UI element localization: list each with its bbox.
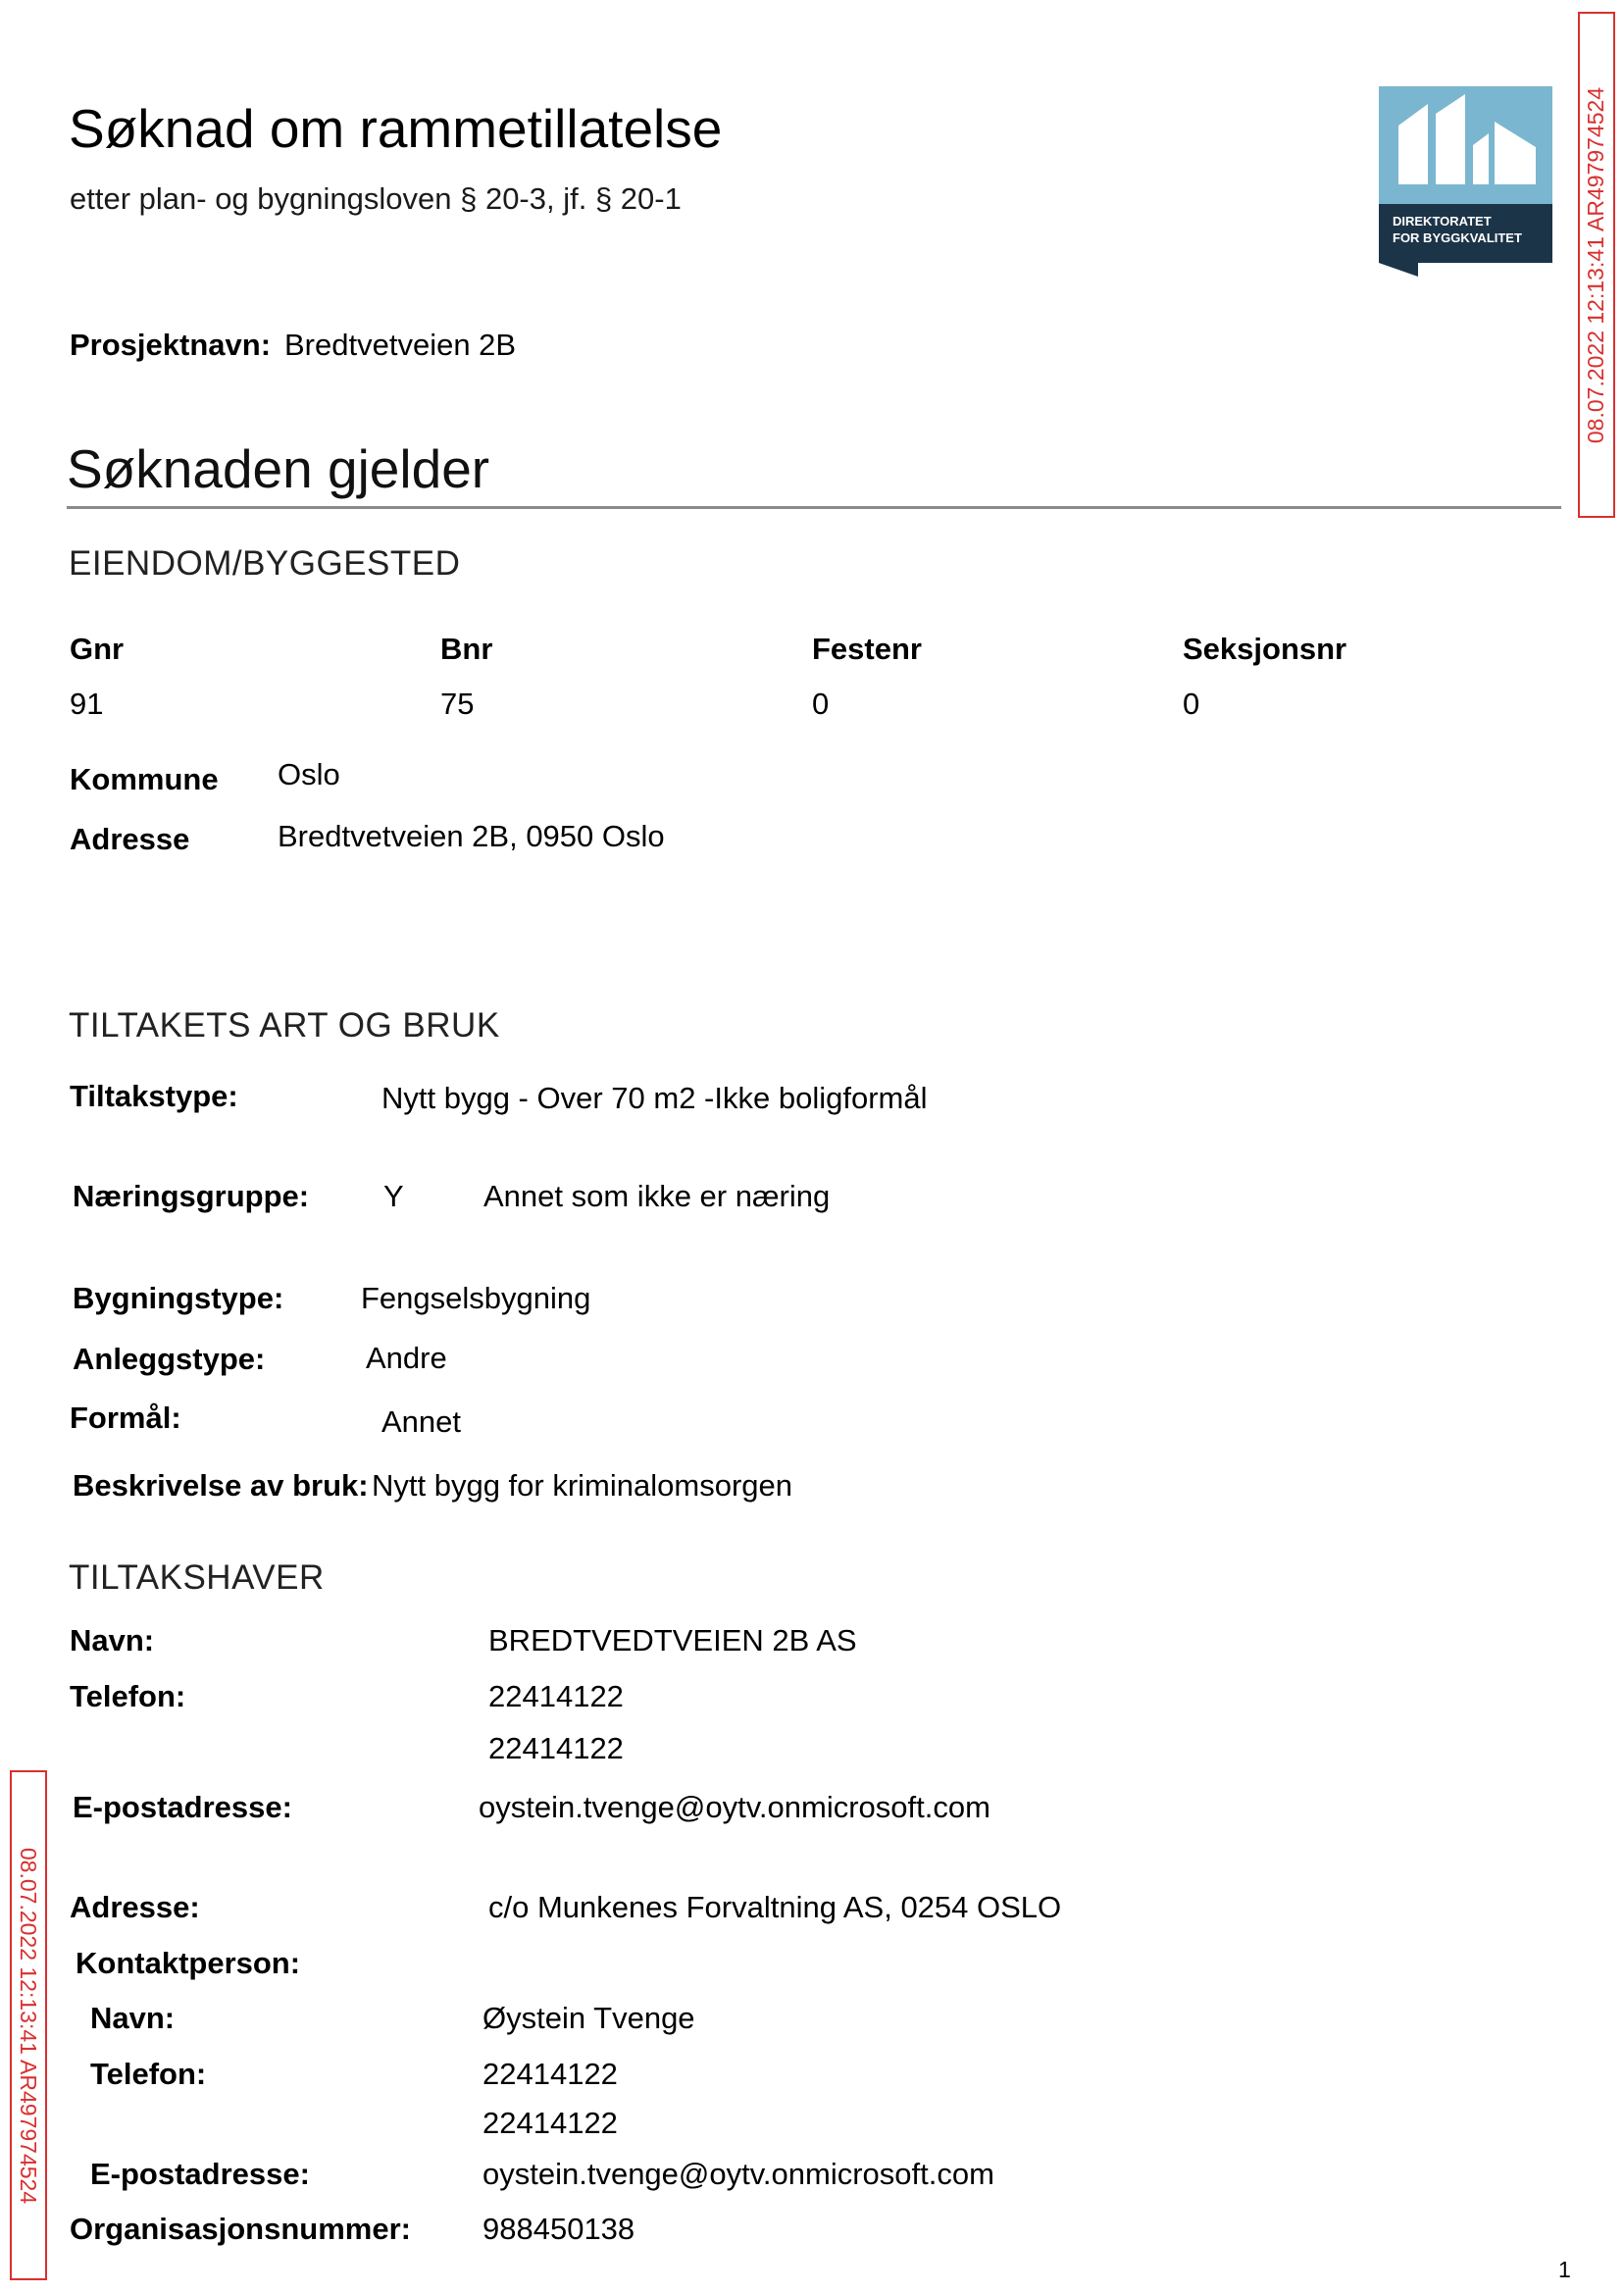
section-divider bbox=[67, 506, 1561, 509]
th-epost-value: oystein.tvenge@oytv.onmicrosoft.com bbox=[479, 1790, 990, 1824]
col-bnr: Bnr bbox=[440, 632, 493, 666]
naering-label: Næringsgruppe: bbox=[73, 1179, 310, 1213]
dibk-logo-graphic bbox=[1379, 86, 1552, 277]
th-epost-label: E-postadresse: bbox=[73, 1790, 292, 1824]
th-adresse-label: Adresse: bbox=[70, 1890, 200, 1924]
dibk-logo bbox=[1379, 86, 1552, 277]
stamp-text-right: 08.07.2022 12:13:41 AR497974524 bbox=[1583, 86, 1609, 443]
page-number: 1 bbox=[1558, 2257, 1571, 2282]
anleggstype-label: Anleggstype: bbox=[73, 1342, 266, 1376]
document-title: Søknad om rammetillatelse bbox=[69, 98, 723, 159]
section-title: Søknaden gjelder bbox=[67, 438, 490, 499]
value-seksjonsnr: 0 bbox=[1183, 687, 1200, 721]
th-telefon-label: Telefon: bbox=[70, 1679, 186, 1713]
kontaktperson-label: Kontaktperson: bbox=[76, 1946, 301, 1980]
bygningstype-value: Fengselsbygning bbox=[361, 1281, 591, 1315]
adresse-label: Adresse bbox=[70, 822, 190, 856]
beskrivelse-label: Beskrivelse av bruk: bbox=[73, 1468, 369, 1503]
col-gnr: Gnr bbox=[70, 632, 125, 666]
th-adresse-value: c/o Munkenes Forvaltning AS, 0254 OSLO bbox=[488, 1890, 1062, 1924]
value-festenr: 0 bbox=[812, 687, 830, 721]
formaal-label: Formål: bbox=[70, 1401, 181, 1435]
project-label: Prosjektnavn: bbox=[70, 328, 272, 362]
formaal-value: Annet bbox=[381, 1404, 462, 1439]
kp-epost-label: E-postadresse: bbox=[90, 2157, 310, 2191]
tiltak-heading: TILTAKETS ART OG BRUK bbox=[69, 1006, 500, 1045]
project-value: Bredtvetveien 2B bbox=[284, 328, 517, 362]
naering-value: Annet som ikke er næring bbox=[483, 1179, 831, 1213]
org-label: Organisasjonsnummer: bbox=[70, 2212, 411, 2246]
value-bnr: 75 bbox=[440, 687, 475, 721]
col-festenr: Festenr bbox=[812, 632, 922, 666]
th-telefon-value-1: 22414122 bbox=[488, 1679, 624, 1713]
kommune-label: Kommune bbox=[70, 762, 219, 796]
anleggstype-value: Andre bbox=[366, 1341, 447, 1375]
adresse-value: Bredtvetveien 2B, 0950 Oslo bbox=[278, 819, 665, 853]
tiltakstype-label: Tiltakstype: bbox=[70, 1079, 238, 1113]
tiltakstype-value: Nytt bygg - Over 70 m2 -Ikke boligformål bbox=[381, 1081, 928, 1115]
col-seksjonsnr: Seksjonsnr bbox=[1183, 632, 1347, 666]
org-value: 988450138 bbox=[482, 2212, 635, 2246]
stamp-text-left: 08.07.2022 12:13:41 AR497974524 bbox=[16, 1847, 42, 2204]
kp-telefon-label: Telefon: bbox=[90, 2057, 207, 2091]
th-telefon-value-2: 22414122 bbox=[488, 1731, 624, 1765]
kommune-value: Oslo bbox=[278, 757, 340, 791]
value-gnr: 91 bbox=[70, 687, 104, 721]
kp-epost-value: oystein.tvenge@oytv.onmicrosoft.com bbox=[482, 2157, 994, 2191]
kp-telefon-value-2: 22414122 bbox=[482, 2106, 618, 2140]
bygningstype-label: Bygningstype: bbox=[73, 1281, 284, 1315]
eiendom-heading: EIENDOM/BYGGESTED bbox=[69, 544, 461, 583]
timestamp-stamp-right bbox=[1578, 12, 1615, 518]
beskrivelse-value: Nytt bygg for kriminalomsorgen bbox=[372, 1468, 792, 1503]
logo-line1: DIREKTORATET bbox=[1393, 214, 1492, 229]
logo-line2: FOR BYGGKVALITET bbox=[1393, 230, 1522, 245]
naering-code: Y bbox=[383, 1179, 404, 1213]
kp-navn-label: Navn: bbox=[90, 2001, 176, 2035]
tiltakshaver-heading: TILTAKSHAVER bbox=[69, 1558, 325, 1597]
th-navn-label: Navn: bbox=[70, 1623, 155, 1657]
kp-navn-value: Øystein Tvenge bbox=[482, 2001, 695, 2035]
document-subtitle: etter plan- og bygningsloven § 20-3, jf. § 20-1 bbox=[70, 181, 682, 216]
timestamp-stamp-left bbox=[10, 1770, 47, 2280]
th-navn-value: BREDTVEDTVEIEN 2B AS bbox=[488, 1623, 857, 1657]
kp-telefon-value-1: 22414122 bbox=[482, 2057, 618, 2091]
